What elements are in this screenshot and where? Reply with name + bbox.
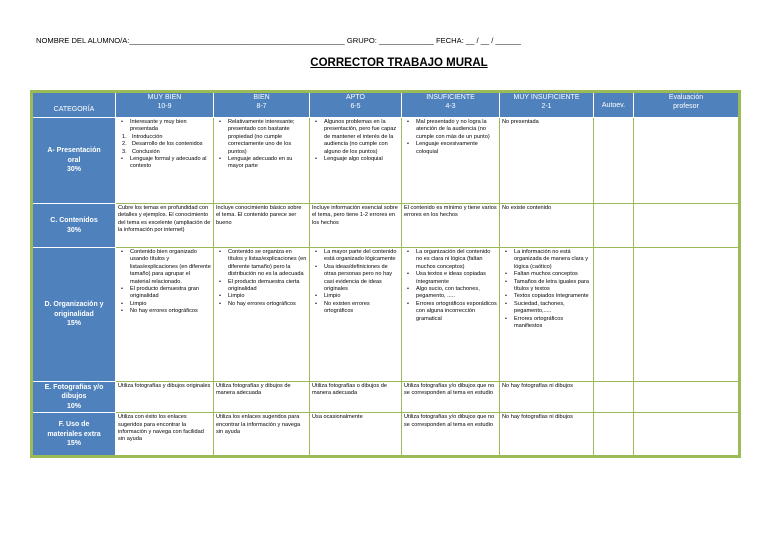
category-cell: E. Fotografías y/o dibujos 10% bbox=[32, 382, 116, 413]
criteria-item: • El producto demuestra cierta originalidad bbox=[228, 279, 307, 294]
header-row bbox=[32, 92, 740, 118]
category-cell: A- Presentación oral 30% bbox=[32, 118, 116, 204]
criteria-item: • Limpio bbox=[228, 293, 307, 300]
criteria-cell-muy-bien bbox=[116, 248, 214, 382]
criteria-item: • Lenguaje adecuado en su mayor parte bbox=[228, 156, 307, 171]
criteria-cell-muy-insuficiente bbox=[500, 248, 594, 382]
criteria-cell-apto: Utiliza fotografías o dibujos de manera adecuada bbox=[310, 382, 402, 413]
criteria-cell-insuficiente: Utiliza fotografías y/o dibujos que no se corresponden al tema en estudio bbox=[402, 382, 500, 413]
criteria-item: • Algunos problemas en la presentación, pero fue capaz de mantener el interés de la audiencia (no cumple con alguno de los puntos) bbox=[324, 119, 399, 156]
profesor-cell[interactable] bbox=[634, 413, 740, 457]
rubric-row-fotografias bbox=[32, 382, 740, 413]
column-header-evaluacion-profesor: Evaluación profesor bbox=[634, 92, 740, 118]
criteria-cell-bien: Incluye conocimiento básico sobre el tema. El contenido parece ser bueno bbox=[214, 204, 310, 248]
criteria-cell-muy-bien: Utiliza con éxito los enlaces sugeridos para encontrar la información y navega con facilidad sin ayuda bbox=[116, 413, 214, 457]
criteria-cell-muy-bien bbox=[116, 118, 214, 204]
category-cell: D. Organización y originalidad 15% bbox=[32, 248, 116, 382]
criteria-cell-apto bbox=[310, 248, 402, 382]
criteria-item: • La mayor parte del contenido está organizado lógicamente bbox=[324, 249, 399, 264]
autoev-cell[interactable] bbox=[594, 118, 634, 204]
criteria-item: • El producto demuestra gran originalidad bbox=[130, 286, 211, 301]
criteria-item: • Lenguaje excesivamente coloquial bbox=[416, 141, 497, 156]
criteria-cell-insuficiente: El contenido es mínimo y tiene varios errores en los hechos bbox=[402, 204, 500, 248]
criteria-item: • Interesante y muy bien presentada bbox=[130, 119, 211, 134]
profesor-cell[interactable] bbox=[634, 248, 740, 382]
criteria-cell-bien bbox=[214, 248, 310, 382]
rubric-table bbox=[30, 90, 741, 458]
rubric-row-organizacion bbox=[32, 248, 740, 382]
criteria-item: • Contenido bien organizado usando títulos y listas/explicaciones (en diferente tamaño) para agrupar el material relacionado. bbox=[130, 249, 211, 286]
criteria-item: • Limpio bbox=[324, 293, 399, 300]
category-cell: F. Uso de materiales extra 15% bbox=[32, 413, 116, 457]
criteria-item: • Suciedad, tachones, pegamento,..... bbox=[514, 301, 591, 316]
criteria-item: • Lenguaje algo coloquial bbox=[324, 156, 399, 163]
profesor-cell[interactable] bbox=[634, 382, 740, 413]
criteria-cell-apto: Incluye información esencial sobre el tema, pero tiene 1-2 errores en los hechos bbox=[310, 204, 402, 248]
category-cell: C. Contenidos 30% bbox=[32, 204, 116, 248]
criteria-item: • Textos copiados íntegramente bbox=[514, 293, 591, 300]
criteria-subitem: 3. Conclusión bbox=[122, 148, 160, 155]
criteria-cell-muy-insuficiente: No existe contenido bbox=[500, 204, 594, 248]
criteria-subitem: 2. Desarrollo de los contenidos bbox=[122, 141, 203, 148]
criteria-item: • La organización del contenido no es clara ni lógica (faltan muchos conceptos) bbox=[416, 249, 497, 271]
criteria-item: • Algo sucio, con tachones, pegamento, ..... bbox=[416, 286, 497, 301]
criteria-item: • Usa textos e ideas copiadas íntegramente bbox=[416, 271, 497, 286]
criteria-item: • Contenido se organiza en títulos y listas/explicaciones (en diferente tamaño) pero la distribución no es la adecuada bbox=[228, 249, 307, 279]
criteria-cell-bien: Utiliza los enlaces sugeridos para encontrar la información y navega sin ayuda bbox=[214, 413, 310, 457]
column-header-insuficiente: INSUFICIENTE 4-3 bbox=[402, 92, 500, 118]
criteria-cell-insuficiente bbox=[402, 248, 500, 382]
profesor-cell[interactable] bbox=[634, 204, 740, 248]
criteria-cell-bien: Utiliza fotografías y dibujos de manera adecuada bbox=[214, 382, 310, 413]
column-header-apto: APTO 6-5 bbox=[310, 92, 402, 118]
criteria-cell-apto bbox=[310, 118, 402, 204]
criteria-cell-muy-bien: Utiliza fotografías y dibujos originales bbox=[116, 382, 214, 413]
criteria-item: • Relativamente interesante; presentado con bastante propiedad (no cumple correctamente uno de los puntos) bbox=[228, 119, 307, 156]
column-header-bien: BIEN 8-7 bbox=[214, 92, 310, 118]
criteria-item: • No hay errores ortográficos bbox=[228, 301, 307, 308]
criteria-cell-muy-insuficiente: No hay fotografías ni dibujos bbox=[500, 382, 594, 413]
profesor-cell[interactable] bbox=[634, 118, 740, 204]
criteria-item: • No existen errores ortográficos bbox=[324, 301, 399, 316]
criteria-item: • Faltan muchos conceptos bbox=[514, 271, 591, 278]
criteria-cell-muy-bien: Cubre los temas en profundidad con detalles y ejemplos. El conocimiento del tema es excelente (ampliación de la información por internet) bbox=[116, 204, 214, 248]
criteria-subitem: 1. Introducción bbox=[122, 133, 163, 140]
column-header-muy-insuficiente: MUY INSUFICIENTE 2-1 bbox=[500, 92, 594, 118]
autoev-cell[interactable] bbox=[594, 413, 634, 457]
rubric-row-materiales bbox=[32, 413, 740, 457]
criteria-item: • Errores ortográficos esporádicos con alguna incorrección gramatical bbox=[416, 301, 497, 323]
criteria-cell-insuficiente bbox=[402, 118, 500, 204]
column-header-muy-bien: MUY BIEN 10-9 bbox=[116, 92, 214, 118]
criteria-item: • Mal presentado y no logra la atención de la audiencia (no cumple con más de un punto) bbox=[416, 119, 497, 141]
student-info-line: NOMBRE DEL ALUMNO/A:___________________________________________________ GRUPO: _____________ FECHA: __ / __ / ______ bbox=[36, 36, 521, 45]
criteria-cell-bien bbox=[214, 118, 310, 204]
criteria-cell-insuficiente: Utiliza fotografías y/o dibujos que no se corresponden al tema en estudio bbox=[402, 413, 500, 457]
autoev-cell[interactable] bbox=[594, 382, 634, 413]
criteria-item: • Usa ideas/definiciones de otras personas pero no hay casi evidencia de ideas originales bbox=[324, 264, 399, 294]
criteria-item: • No hay errores ortográficos bbox=[130, 308, 211, 315]
criteria-cell-muy-insuficiente: No hay fotografías ni dibujos bbox=[500, 413, 594, 457]
column-header-autoev: Autoev. bbox=[594, 92, 634, 118]
autoev-cell[interactable] bbox=[594, 204, 634, 248]
criteria-item: • La información no está organizada de manera clara y lógica (caótico) bbox=[514, 249, 591, 271]
criteria-item: • Limpio bbox=[130, 301, 211, 308]
criteria-cell-muy-insuficiente: No presentada bbox=[500, 118, 594, 204]
page-title: CORRECTOR TRABAJO MURAL bbox=[310, 57, 488, 69]
criteria-cell-apto: Usa ocasionalmente bbox=[310, 413, 402, 457]
criteria-item: • Lenguaje formal y adecuado al contexto bbox=[130, 156, 211, 171]
rubric-row-contenidos bbox=[32, 204, 740, 248]
column-header-category: CATEGORÍA bbox=[32, 92, 116, 118]
autoev-cell[interactable] bbox=[594, 248, 634, 382]
criteria-item: • Errores ortográficos manifiestos bbox=[514, 316, 591, 331]
criteria-item: • Tamaños de letra iguales para títulos y textos bbox=[514, 279, 591, 294]
rubric-row-presentacion bbox=[32, 118, 740, 204]
